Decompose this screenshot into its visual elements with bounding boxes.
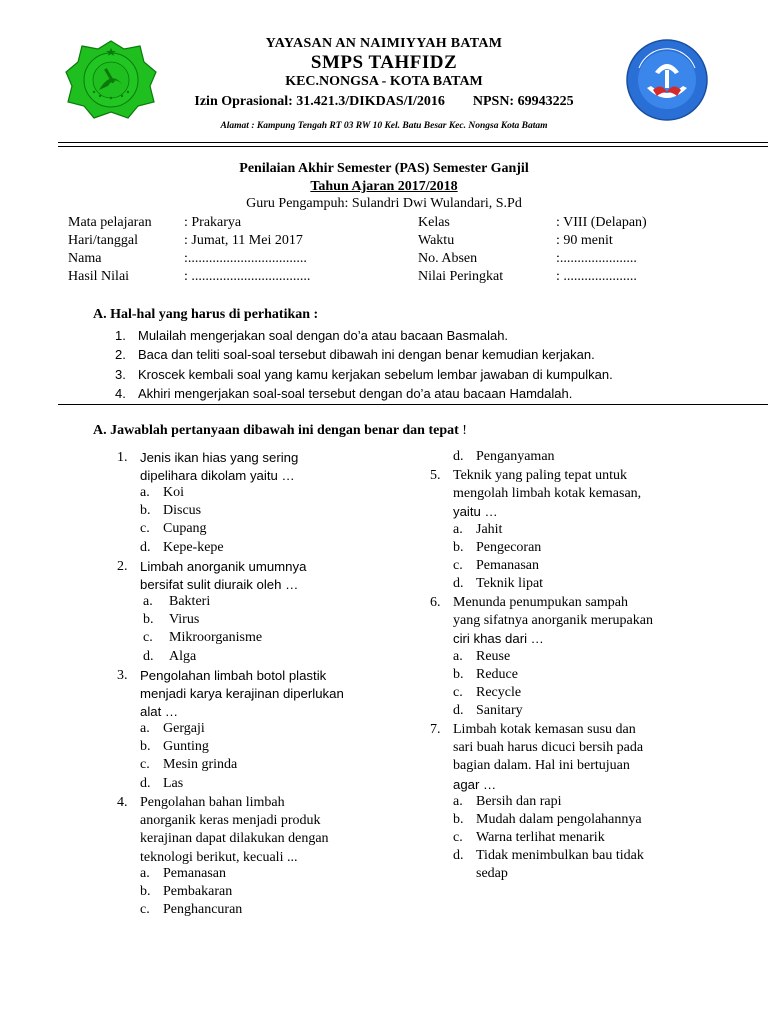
option-letter: c.	[143, 630, 153, 645]
option-letter: c.	[140, 521, 150, 536]
question-line: kerajinan dapat dilakukan dengan	[140, 831, 329, 847]
option-text: Tidak menimbulkan bau tidak	[476, 848, 644, 863]
name-field: :..................................	[184, 251, 307, 266]
header-divider-thin	[58, 146, 768, 147]
option-text: Virus	[169, 612, 200, 627]
exam-year: Tahun Ajaran 2017/2018	[310, 179, 458, 194]
option-text: Reduce	[476, 667, 518, 682]
question-line: Jenis ikan hias yang sering	[140, 450, 299, 465]
option-text: Cupang	[163, 521, 207, 536]
header-divider	[58, 142, 768, 143]
question-line: dipelihara dikolam yaitu …	[140, 468, 295, 484]
option-text: Penganyaman	[476, 449, 555, 464]
school-address: Alamat : Kampung Tengah RT 03 RW 10 Kel. Batu Besar Kec. Nongsa Kota Batam	[220, 121, 548, 131]
option-letter: a.	[140, 721, 150, 736]
score-label: Hasil Nilai	[68, 269, 130, 284]
question-line: yaitu …	[453, 504, 498, 520]
option-letter: d.	[453, 703, 464, 718]
option-text: Reuse	[476, 649, 511, 664]
option-text: sedap	[476, 866, 508, 881]
question-text	[140, 449, 298, 485]
foundation-name: YAYASAN AN NAIMIYYAH BATAM	[265, 36, 503, 51]
question-text	[140, 794, 329, 867]
option-letter: b.	[143, 612, 154, 627]
option-text: Teknik lipat	[476, 576, 544, 591]
instruction-text: Akhiri mengerjakan soal-soal tersebut dengan do’a atau bacaan Hamdalah.	[138, 386, 573, 401]
option-text: Warna terlihat menarik	[476, 830, 605, 845]
option-text: Pengecoran	[476, 540, 542, 555]
option-letter: d.	[140, 776, 151, 791]
date-label: Hari/tanggal	[68, 233, 138, 248]
school-name: SMPS TAHFIDZ	[310, 52, 458, 73]
option-text: Pemanasan	[163, 866, 226, 881]
option-letter: b.	[140, 739, 151, 754]
option-text: Mesin grinda	[163, 757, 238, 772]
score-field: : ..................................	[184, 269, 311, 284]
option-letter: a.	[140, 866, 150, 881]
question-line: sari buah harus dicuci bersih pada	[453, 740, 644, 756]
option-letter: a.	[453, 522, 463, 537]
option-letter: a.	[140, 485, 150, 500]
question-line: mengolah limbah kotak kemasan,	[453, 486, 642, 502]
option-text: Gunting	[163, 739, 209, 754]
option-letter: b.	[140, 503, 151, 518]
question-line: Pengolahan limbah botol plastik	[140, 668, 327, 683]
question-line: Teknik yang paling tepat untuk	[453, 468, 627, 483]
questions-heading-text: A. Jawablah pertanyaan dibawah ini dengan benar dan tepat	[93, 423, 459, 438]
question-number: 4.	[117, 795, 128, 810]
option-letter: c.	[453, 685, 463, 700]
name-label: Nama	[68, 251, 102, 266]
option-letter: a.	[143, 594, 153, 609]
question-line: alat …	[140, 704, 179, 720]
option-text: Jahit	[476, 522, 503, 537]
time-value: : 90 menit	[556, 233, 613, 248]
question-text	[453, 594, 653, 649]
questions-heading	[93, 423, 467, 439]
option-text: Las	[163, 776, 184, 791]
question-line: Limbah anorganik umumnya	[140, 559, 307, 574]
option-text: Alga	[169, 649, 197, 664]
permit-line	[0, 94, 768, 110]
absen-label: No. Absen	[418, 251, 478, 266]
option-letter: b.	[140, 884, 151, 899]
date-value: : Jumat, 11 Mei 2017	[184, 233, 303, 248]
question-line: bersifat sulit diuraik oleh …	[140, 577, 299, 593]
question-number: 7.	[430, 722, 441, 737]
rank-field: : .....................	[556, 269, 637, 284]
rank-label: Nilai Peringkat	[418, 269, 504, 284]
instruction-number: 4.	[115, 386, 126, 401]
option-letter: d.	[453, 848, 464, 863]
exam-title: Penilaian Akhir Semester (PAS) Semester Ganjil	[239, 161, 529, 176]
option-text: Bakteri	[169, 594, 211, 609]
time-label: Waktu	[418, 233, 455, 248]
instruction-text: Kroscek kembali soal yang kamu kerjakan sebelum lembar jawaban di kumpulkan.	[138, 367, 613, 382]
option-text: Gergaji	[163, 721, 205, 736]
question-line: Pengolahan bahan limbah	[140, 795, 285, 810]
question-number: 6.	[430, 595, 441, 610]
question-text	[140, 558, 306, 594]
instruction-number: 1.	[115, 328, 126, 343]
option-letter: a.	[453, 649, 463, 664]
question-text	[453, 721, 643, 794]
question-text	[140, 667, 344, 722]
exclamation-mark: !	[462, 423, 467, 438]
option-letter: c.	[140, 757, 150, 772]
question-line: Limbah kotak kemasan susu dan	[453, 722, 636, 737]
question-line: agar …	[453, 776, 497, 792]
instruction-number: 2.	[115, 347, 126, 362]
question-number: 3.	[117, 668, 128, 683]
option-letter: b.	[453, 540, 464, 555]
instructions-heading: A. Hal-hal yang harus di perhatikan :	[93, 307, 319, 322]
option-letter: d.	[453, 449, 464, 464]
permit-number: Izin Oprasional: 31.421.3/DIKDAS/I/2016	[194, 94, 445, 109]
question-line: yang sifatnya anorganik merupakan	[453, 613, 653, 629]
option-text: Sanitary	[476, 703, 523, 718]
option-text: Kepe-kepe	[163, 540, 224, 555]
class-value: : VIII (Delapan)	[556, 215, 647, 230]
instruction-number: 3.	[115, 367, 126, 382]
question-text	[453, 467, 641, 522]
subject-label: Mata pelajaran	[68, 215, 152, 230]
option-letter: a.	[453, 794, 463, 809]
subject-value: : Prakarya	[184, 215, 242, 230]
question-line: teknologi berikut, kecuali ...	[140, 849, 298, 865]
option-text: Penghancuran	[163, 902, 243, 917]
option-text: Mudah dalam pengolahannya	[476, 812, 642, 827]
question-line: menjadi karya kerajinan diperlukan	[140, 686, 344, 702]
option-letter: c.	[140, 902, 150, 917]
option-text: Discus	[163, 503, 202, 518]
school-district: KEC.NONGSA - KOTA BATAM	[285, 74, 483, 89]
option-text: Pembakaran	[163, 884, 233, 899]
absen-field: :......................	[556, 251, 637, 266]
question-line: anorganik keras menjadi produk	[140, 813, 321, 829]
question-number: 5.	[430, 468, 441, 483]
option-letter: d.	[453, 576, 464, 591]
option-letter: c.	[453, 830, 463, 845]
option-letter: c.	[453, 558, 463, 573]
question-line: ciri khas dari …	[453, 631, 544, 647]
question-number: 1.	[117, 450, 128, 465]
option-letter: d.	[143, 649, 154, 664]
option-letter: b.	[453, 667, 464, 682]
option-letter: b.	[453, 812, 464, 827]
option-text: Recycle	[476, 685, 522, 700]
question-number: 2.	[117, 559, 128, 574]
option-text: Pemanasan	[476, 558, 539, 573]
instruction-text: Baca dan teliti soal-soal tersebut dibawah ini dengan benar kemudian kerjakan.	[138, 347, 595, 362]
question-line: bagian dalam. Hal ini bertujuan	[453, 758, 630, 774]
npsn-number: NPSN: 69943225	[472, 94, 574, 109]
instruction-text: Mulailah mengerjakan soal dengan do’a atau bacaan Basmalah.	[138, 328, 509, 343]
option-text: Koi	[163, 485, 184, 500]
exam-teacher: Guru Pengampuh: Sulandri Dwi Wulandari, S.Pd	[246, 196, 522, 211]
instructions-divider	[58, 404, 768, 405]
option-text: Bersih dan rapi	[476, 794, 562, 809]
option-text: Mikroorganisme	[169, 630, 263, 645]
class-label: Kelas	[418, 215, 450, 230]
option-letter: d.	[140, 540, 151, 555]
question-line: Menunda penumpukan sampah	[453, 595, 628, 610]
